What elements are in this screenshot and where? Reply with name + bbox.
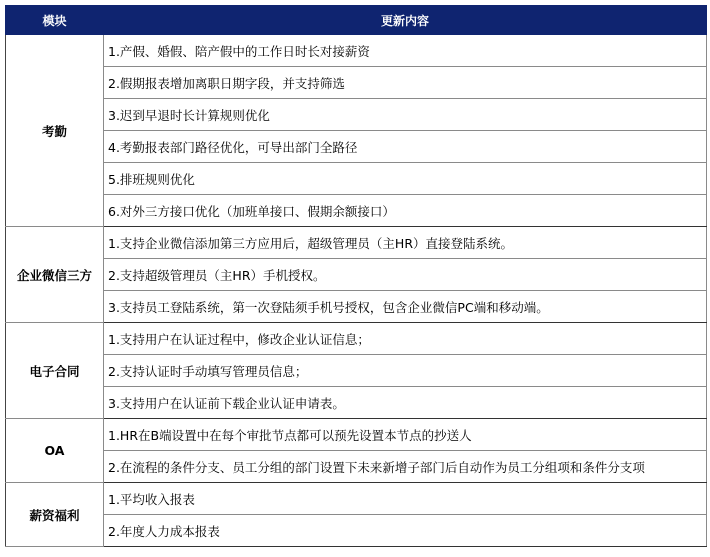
table-row: [6, 67, 707, 99]
table-row: [6, 451, 707, 483]
table-row: [6, 483, 707, 515]
content-cell: 5.排班规则优化: [104, 163, 707, 195]
content-cell: 3.支持员工登陆系统，第一次登陆须手机号授权，包含企业微信PC端和移动端。: [104, 291, 707, 323]
table-row: [6, 99, 707, 131]
table-row: [6, 419, 707, 451]
module-cell-payroll: 薪资福利: [6, 483, 104, 547]
table-row: [6, 163, 707, 195]
table-row: [6, 515, 707, 547]
content-cell: 2.年度人力成本报表: [104, 515, 707, 547]
content-cell: 2.假期报表增加离职日期字段，并支持筛选: [104, 67, 707, 99]
module-cell-attendance: 考勤: [6, 35, 104, 227]
module-cell-wecom: 企业微信三方: [6, 227, 104, 323]
table-row: [6, 387, 707, 419]
content-cell: 1.HR在B端设置中在每个审批节点都可以预先设置本节点的抄送人: [104, 419, 707, 451]
table-row: [6, 323, 707, 355]
content-cell: 2.支持认证时手动填写管理员信息；: [104, 355, 707, 387]
table-row: [6, 131, 707, 163]
content-cell: 2.支持超级管理员（主HR）手机授权。: [104, 259, 707, 291]
content-cell: 1.平均收入报表: [104, 483, 707, 515]
content-cell: 3.迟到早退时长计算规则优化: [104, 99, 707, 131]
table-row: [6, 291, 707, 323]
table-row: [6, 227, 707, 259]
header-row: [6, 6, 707, 35]
content-cell: 2.在流程的条件分支、员工分组的部门设置下未来新增子部门后自动作为员工分组项和条件分支项: [104, 451, 707, 483]
module-column-header: 模块: [6, 6, 104, 35]
content-cell: 6.对外三方接口优化（加班单接口、假期余额接口）: [104, 195, 707, 227]
module-cell-oa: OA: [6, 419, 104, 483]
content-cell: 1.支持企业微信添加第三方应用后，超级管理员（主HR）直接登陆系统。: [104, 227, 707, 259]
table-row: [6, 355, 707, 387]
content-cell: 1.支持用户在认证过程中，修改企业认证信息；: [104, 323, 707, 355]
content-cell: 1.产假、婚假、陪产假中的工作日时长对接薪资: [104, 35, 707, 67]
content-cell: 3.支持用户在认证前下载企业认证申请表。: [104, 387, 707, 419]
update-table: [5, 5, 707, 547]
content-column-header: 更新内容: [104, 6, 707, 35]
module-cell-e-contract: 电子合同: [6, 323, 104, 419]
table-row: [6, 259, 707, 291]
table-row: [6, 195, 707, 227]
content-cell: 4.考勤报表部门路径优化，可导出部门全路径: [104, 131, 707, 163]
table-row: [6, 35, 707, 67]
